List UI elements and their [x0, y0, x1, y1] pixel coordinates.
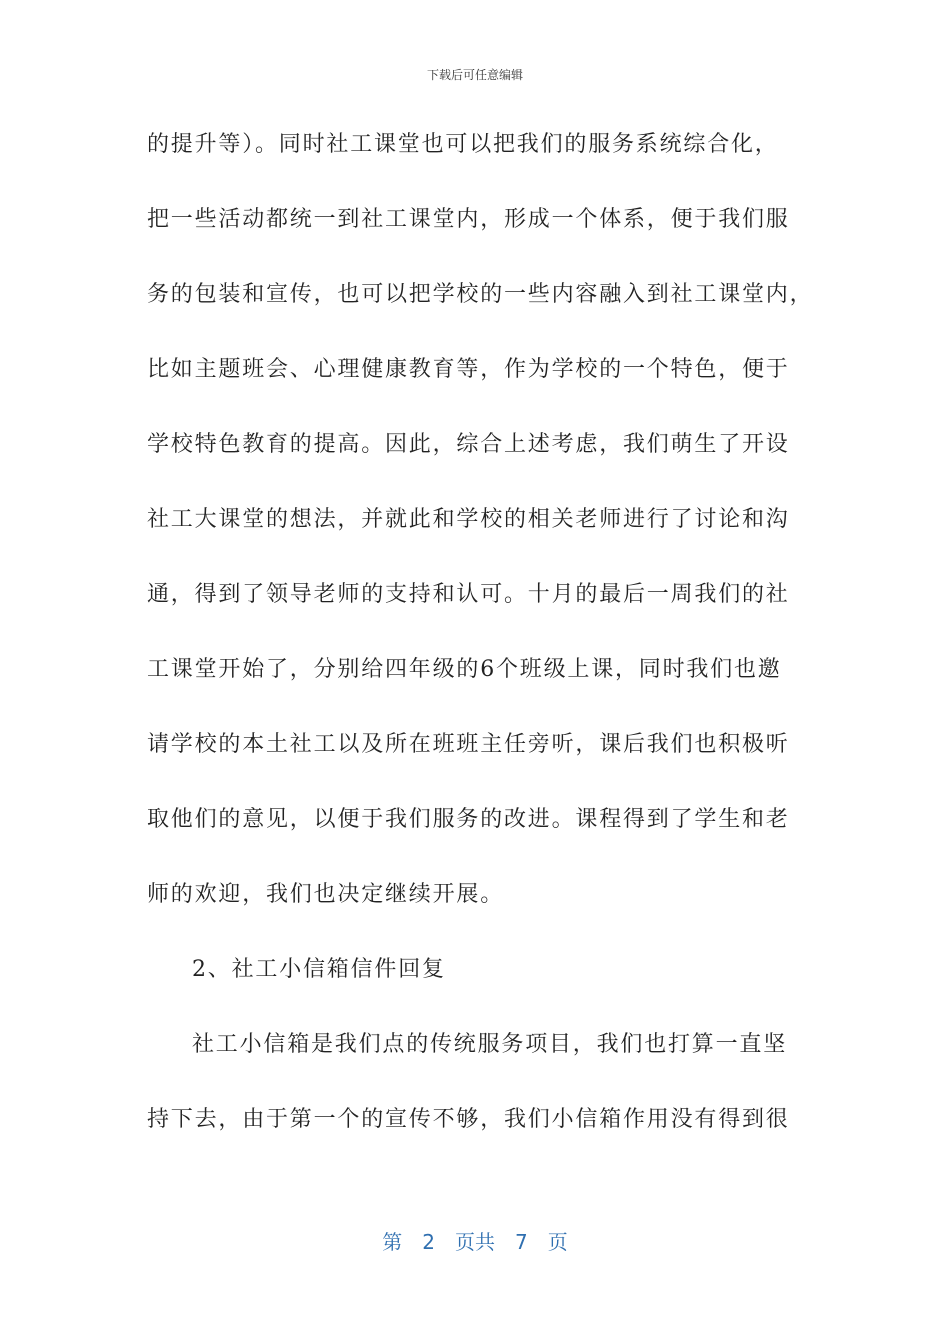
- download-note: 下载后可任意编辑: [426, 68, 523, 82]
- text-line: 比如主题班会、心理健康教育等，作为学校的一个特色，便于: [147, 357, 790, 382]
- paragraph-first-line: 社工小信箱是我们点的传统服务项目，我们也打算一直坚: [192, 1032, 788, 1057]
- page-number: 第 2 页共 7 页: [382, 1230, 568, 1254]
- text-line: 持下去，由于第一个的宣传不够，我们小信箱作用没有得到很: [147, 1107, 790, 1132]
- text-line: 社工大课堂的想法，并就此和学校的相关老师进行了讨论和沟: [147, 507, 790, 532]
- text-line: 师的欢迎，我们也决定继续开展。: [147, 882, 505, 907]
- text-line: 的提升等）。同时社工课堂也可以把我们的服务系统综合化，: [147, 132, 779, 157]
- text-line: 工课堂开始了，分别给四年级的6个班级上课，同时我们也邀: [147, 657, 782, 682]
- text-line: 请学校的本土社工以及所在班班主任旁听，课后我们也积极听: [147, 732, 790, 757]
- section-heading: 2、社工小信箱信件回复: [192, 957, 446, 982]
- text-line: 学校特色教育的提高。因此，综合上述考虑，我们萌生了开设: [147, 432, 790, 457]
- text-line: 务的包装和宣传，也可以把学校的一些内容融入到社工课堂内，: [147, 282, 814, 307]
- text-line: 取他们的意见，以便于我们服务的改进。课程得到了学生和老: [147, 807, 790, 832]
- text-line: 把一些活动都统一到社工课堂内，形成一个体系，便于我们服: [147, 207, 790, 232]
- text-line: 通，得到了领导老师的支持和认可。十月的最后一周我们的社: [147, 582, 790, 607]
